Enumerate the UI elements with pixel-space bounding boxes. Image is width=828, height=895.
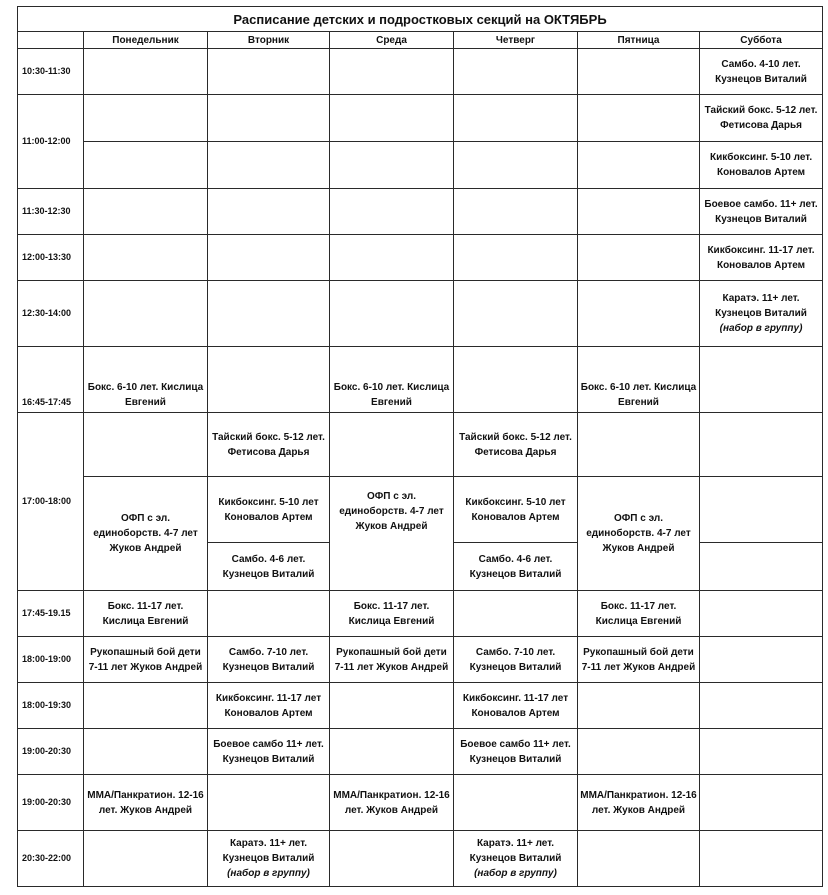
empty-cell — [700, 683, 823, 729]
class-cell: ОФП с эл. единоборств. 4-7 лет Жуков Андрей — [578, 477, 700, 591]
enrollment-note: (набор в группу) — [474, 868, 557, 879]
time-cell: 20:30-22:00 — [18, 831, 84, 887]
class-cell: Тайский бокс. 5-12 лет. Фетисова Дарья — [208, 413, 330, 477]
class-cell: Тайский бокс. 5-12 лет. Фетисова Дарья — [454, 413, 578, 477]
empty-cell — [330, 95, 454, 142]
class-cell: Кикбоксинг. 11-17 лет Коновалов Артем — [454, 683, 578, 729]
schedule-table — [17, 6, 823, 887]
empty-cell — [208, 189, 330, 235]
empty-cell — [84, 235, 208, 281]
class-cell: Самбо. 4-6 лет. Кузнецов Виталий — [454, 543, 578, 591]
empty-cell — [208, 347, 330, 413]
table-row — [18, 831, 823, 887]
table-row — [18, 637, 823, 683]
empty-cell — [454, 347, 578, 413]
empty-cell — [578, 831, 700, 887]
table-row — [18, 189, 823, 235]
class-cell: Кикбоксинг. 5-10 лет Коновалов Артем — [454, 477, 578, 543]
empty-cell — [578, 413, 700, 477]
empty-cell — [330, 729, 454, 775]
empty-cell — [454, 142, 578, 189]
time-cell: 10:30-11:30 — [18, 49, 84, 95]
class-cell: Самбо. 7-10 лет. Кузнецов Виталий — [454, 637, 578, 683]
time-cell: 12:30-14:00 — [18, 281, 84, 347]
empty-cell — [208, 775, 330, 831]
empty-cell — [84, 142, 208, 189]
empty-cell — [454, 95, 578, 142]
day-header-saturday: Суббота — [700, 32, 823, 49]
class-cell: Бокс. 11-17 лет. Кислица Евгений — [330, 591, 454, 637]
class-cell: Рукопашный бой дети 7-11 лет Жуков Андрей — [84, 637, 208, 683]
table-row — [18, 95, 823, 142]
empty-cell — [578, 729, 700, 775]
class-cell — [700, 281, 823, 347]
table-row — [18, 775, 823, 831]
empty-cell — [330, 189, 454, 235]
time-cell: 19:00-20:30 — [18, 775, 84, 831]
class-cell: ММА/Панкратион. 12-16 лет. Жуков Андрей — [84, 775, 208, 831]
empty-cell — [578, 142, 700, 189]
class-label: Каратэ. 11+ лет. Кузнецов Виталий — [222, 838, 315, 864]
day-header-tuesday: Вторник — [208, 32, 330, 49]
class-cell: Рукопашный бой дети 7-11 лет Жуков Андрей — [578, 637, 700, 683]
class-cell: Бокс. 11-17 лет. Кислица Евгений — [84, 591, 208, 637]
empty-cell — [578, 95, 700, 142]
empty-cell — [208, 49, 330, 95]
empty-cell — [208, 235, 330, 281]
enrollment-note: (набор в группу) — [227, 868, 310, 879]
empty-cell — [578, 235, 700, 281]
empty-cell — [208, 142, 330, 189]
empty-cell — [454, 281, 578, 347]
class-cell: Бокс. 11-17 лет. Кислица Евгений — [578, 591, 700, 637]
empty-cell — [208, 95, 330, 142]
empty-cell — [454, 189, 578, 235]
class-cell: Кикбоксинг. 11-17 лет. Коновалов Артем — [700, 235, 823, 281]
empty-cell — [84, 281, 208, 347]
empty-cell — [578, 281, 700, 347]
empty-cell — [84, 189, 208, 235]
corner-cell — [18, 32, 84, 49]
empty-cell — [84, 831, 208, 887]
empty-cell — [700, 775, 823, 831]
class-cell: ОФП с эл. единоборств. 4-7 лет Жуков Андрей — [84, 477, 208, 591]
day-header-wednesday: Среда — [330, 32, 454, 49]
time-cell: 17:00-18:00 — [18, 413, 84, 591]
time-cell: 18:00-19:30 — [18, 683, 84, 729]
class-cell: ОФП с эл. единоборств. 4-7 лет Жуков Андрей — [330, 477, 454, 591]
empty-cell — [700, 729, 823, 775]
class-cell: Кикбоксинг. 5-10 лет Коновалов Артем — [208, 477, 330, 543]
empty-cell — [578, 683, 700, 729]
table-row — [18, 591, 823, 637]
time-cell: 11:30-12:30 — [18, 189, 84, 235]
class-cell: Боевое самбо 11+ лет. Кузнецов Виталий — [208, 729, 330, 775]
table-row — [18, 347, 823, 413]
table-row — [18, 281, 823, 347]
table-row — [18, 142, 823, 189]
class-label: Каратэ. 11+ лет. Кузнецов Виталий — [469, 838, 562, 864]
class-cell: Кикбоксинг. 5-10 лет. Коновалов Артем — [700, 142, 823, 189]
class-cell: Кикбоксинг. 11-17 лет Коновалов Артем — [208, 683, 330, 729]
day-header-thursday: Четверг — [454, 32, 578, 49]
empty-cell — [454, 49, 578, 95]
class-cell: Боевое самбо. 11+ лет. Кузнецов Виталий — [700, 189, 823, 235]
class-cell: Бокс. 6-10 лет. Кислица Евгений — [84, 347, 208, 413]
empty-cell — [330, 413, 454, 477]
empty-cell — [84, 413, 208, 477]
class-cell: Самбо. 4-6 лет. Кузнецов Виталий — [208, 543, 330, 591]
table-row — [18, 413, 823, 477]
time-cell: 11:00-12:00 — [18, 95, 84, 189]
time-cell: 16:45-17:45 — [18, 347, 84, 413]
empty-cell — [330, 142, 454, 189]
day-header-monday: Понедельник — [84, 32, 208, 49]
class-cell: ММА/Панкратион. 12-16 лет. Жуков Андрей — [330, 775, 454, 831]
class-cell — [208, 831, 330, 887]
empty-cell — [330, 831, 454, 887]
class-cell: Бокс. 6-10 лет. Кислица Евгений — [578, 347, 700, 413]
empty-cell — [578, 189, 700, 235]
table-row — [18, 683, 823, 729]
time-cell: 12:00-13:30 — [18, 235, 84, 281]
table-row — [18, 49, 823, 95]
empty-cell — [454, 775, 578, 831]
table-row — [18, 477, 823, 543]
empty-cell — [700, 591, 823, 637]
empty-cell — [700, 413, 823, 477]
class-cell: ММА/Панкратион. 12-16 лет. Жуков Андрей — [578, 775, 700, 831]
time-cell: 19:00-20:30 — [18, 729, 84, 775]
empty-cell — [208, 591, 330, 637]
empty-cell — [700, 831, 823, 887]
class-label: Каратэ. 11+ лет. Кузнецов Виталий — [715, 293, 807, 319]
table-row — [18, 729, 823, 775]
class-cell: Самбо. 4-10 лет. Кузнецов Виталий — [700, 49, 823, 95]
empty-cell — [208, 281, 330, 347]
day-header-friday: Пятница — [578, 32, 700, 49]
empty-cell — [700, 347, 823, 413]
empty-cell — [84, 95, 208, 142]
class-cell: Бокс. 6-10 лет. Кислица Евгений — [330, 347, 454, 413]
enrollment-note: (набор в группу) — [719, 323, 803, 334]
class-cell: Боевое самбо 11+ лет. Кузнецов Виталий — [454, 729, 578, 775]
time-cell: 18:00-19:00 — [18, 637, 84, 683]
empty-cell — [700, 543, 823, 591]
empty-cell — [84, 49, 208, 95]
empty-cell — [330, 683, 454, 729]
empty-cell — [700, 637, 823, 683]
table-row — [18, 235, 823, 281]
page-title: Расписание детских и подростковых секций на ОКТЯБРЬ — [18, 7, 823, 32]
empty-cell — [454, 591, 578, 637]
empty-cell — [330, 281, 454, 347]
class-cell: Тайский бокс. 5-12 лет. Фетисова Дарья — [700, 95, 823, 142]
class-cell — [454, 831, 578, 887]
empty-cell — [454, 235, 578, 281]
empty-cell — [330, 235, 454, 281]
class-cell: Самбо. 7-10 лет. Кузнецов Виталий — [208, 637, 330, 683]
time-cell: 17:45-19.15 — [18, 591, 84, 637]
empty-cell — [578, 49, 700, 95]
class-cell: Рукопашный бой дети 7-11 лет Жуков Андрей — [330, 637, 454, 683]
empty-cell — [84, 729, 208, 775]
empty-cell — [84, 683, 208, 729]
empty-cell — [330, 49, 454, 95]
empty-cell — [700, 477, 823, 543]
header-row — [18, 32, 823, 49]
